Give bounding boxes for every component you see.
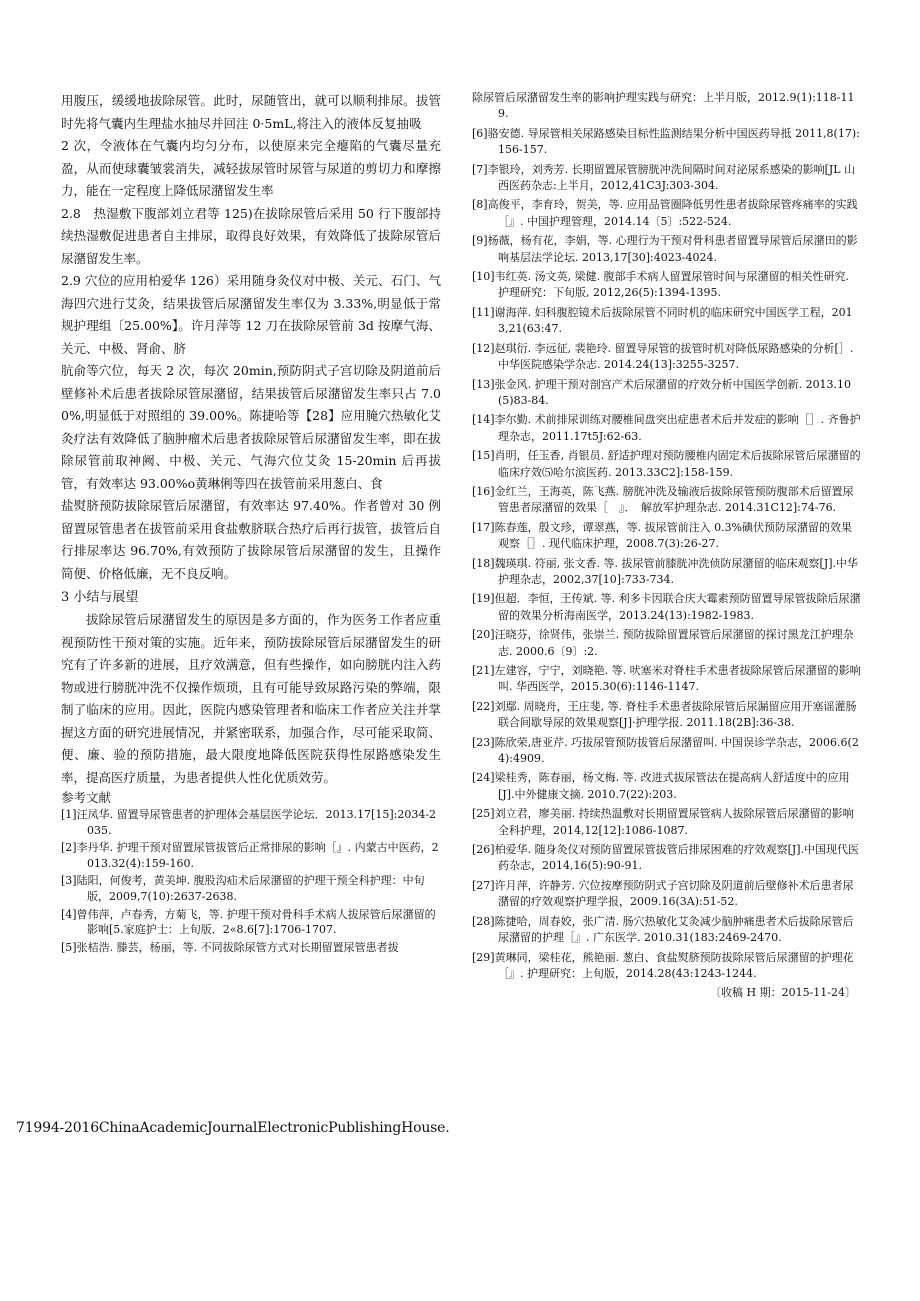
reference-item: [2]李丹华. 护理干预对留置尿管拔管后正常排尿的影响［』. 内蒙古中医药，2013.32(4):159-160. — [61, 841, 439, 870]
reference-item: [29]黄琳同，梁桂花，熊艳丽. 葱白、食盐熨脐预防拔除尿管后尿潴留的护理花［』. 护理研究：上旬版，2014.28(43:1243-1244. — [472, 950, 854, 980]
body-paragraph: 盐熨脐预防拔除尿管后尿潴留，有效率达 97.40%。作者曾对 30 例留置尿管患者在拔管前采用食盐敷脐联合热疗后再行拔管，拔管后自行排尿率达 96.70%,有效预防了拔除尿管后尿潴留的发生，且操作简便、价格低廉，无不良反响。 — [61, 498, 441, 581]
reference-list — [61, 807, 441, 955]
reference-item: [8]高俊平，李育玲，贺美，等. 应用品管圈降低男性患者拔除尿管疼痛率的实践［』. 中国护理管理，2014.14〔5〕:522-524. — [472, 198, 858, 228]
reference-item: [27]许月萍，许静芳. 穴位按摩预防阴式子宫切除及阴道前后壁修补术后患者尿潴留的疗效观察护理学报，2009.16(3A):51-52. — [472, 878, 854, 909]
reference-item: [10]韦红英. 汤文英, 梁健. 腹部手术病人留置尿管时间与尿潴留的相关性研究. 护理研究：下旬版, 2012,26(5):1394-1395. — [472, 270, 850, 300]
references-title: 参考文献 — [61, 790, 112, 805]
right-column — [472, 90, 862, 1001]
reference-list — [472, 90, 862, 982]
body-paragraph: 2.9 穴位的应用柏爱华 126）采用随身灸仪对中极、关元、石门、气海四穴进行艾灸，结果拔管后尿潴留发生率仅为 3.33%,明显低于常规护理组〔25.00%】。许月萍等 12 刀在拔除尿管前 3d 按摩气海、关元、中极、肾俞、脐 — [61, 273, 441, 356]
reference-item: [24]梁桂秀，陈春丽，杨文梅. 等. 改进式拔尿管法在提高病人舒适度中的应用[J].中外健康文摘. 2010.7(22):203. — [472, 771, 850, 801]
reference-item: [11]谢海萍. 妇科腹腔镜术后拔除尿管不同时机的临床研究中国医学工程，2013,21(63:47. — [472, 305, 853, 336]
reference-item: [9]杨薇，杨有花，李娟，等. 心理行为干预对骨科患者留置导尿管后尿潴田的影响基层法学论坛. 2013,17[30]:4023-4024. — [472, 234, 858, 264]
reference-item: [1]汪凤华. 留置导尿管患者的护理体会基层医学论坛．2013.17[15]:2034-2035. — [61, 808, 437, 837]
section-heading: 3 小结与展望 — [61, 590, 139, 605]
reference-item: [22]刘鄢. 周晓舟，王庄斐, 等. 脊柱手术患者拔除尿管后尿漏留应用开塞谣灌肠联合间歇导尿的效果观察[J]·护理学报. 2011.18(2B]:36-38. — [472, 699, 857, 730]
reference-item: [19]但超．李恒，王传斌. 等. 利多卡因联合庆大霉素预防留置导尿管拔除后尿潴留的效果分析海南医学，2013.24(13):1982-1983. — [472, 592, 861, 622]
summary-paragraph: 拔除尿管后尿潴留发生的原因是多方面的，作为医务工作者应重视预防性干预对策的实施。近年来，预防拔除尿管后尿潴留发生的研究有了许多新的进展，且疗效满意，但有些操作，如向膀胱内注入药物或进行膀胱冲洗不仅操作烦琐，且有可能导致尿路污染的弊端，限制了临床的应用。因此，医院内感染管理者和临床工作者应关注并掌握这方面的研究进展情况，并紧密联系，加强合作，尽可能采取简、便、廉、验的预防措施，最大限度地降低医院获得性尿路感染发生率，提高医疗质量，为患者提供人性化优质效劳。 — [61, 612, 441, 785]
body-paragraph: 2 次，令液体在气囊内均匀分布，以使原来完全瘪陷的气囊尽量充盈，从而使球囊皱裳消失，减轻拔尿管时尿管与尿道的剪切力和摩擦力，能在一定程度上降低尿潴留发生率 — [61, 138, 441, 198]
reference-item: [16]金红兰，王海英，陈飞燕. 膀胱冲洗及输液后拔除尿管预防腹部术后留置尿管患者尿潴留的效果［ 』． 解放军护理杂志. 2014.31C12]:74-76. — [472, 484, 854, 515]
reference-item: [4]曾伟萍，卢春秀，方菊飞，等. 护理干预对骨科手术病人拔尿管后尿潴留的影响[5.家庭护士：上旬版．2«8.6[7]:1706-1707. — [61, 907, 436, 937]
reference-item: [23]陈欣荣,唐亚芹. 巧拔尿管预防拔管后尿潴留叫. 中国误诊学杂志，2006.6(24):4909. — [472, 735, 859, 766]
copyright-footer: 71994-2016ChinaAcademicJournalElectronicPublishingHouse. — [16, 1120, 450, 1136]
reference-item: [20]汪晓芬，徐贤伟，张崇兰. 预防拔除留置尿管后尿潴留的探讨黑龙江护理杂志. 2000.6〔9〕:2. — [472, 628, 854, 658]
reference-item: [21]左建容，宁宁，刘晓艳. 等. 吠塞米对脊柱手术患者拔除尿管后尿潴留的影响叫. 华西医学，2015.30(6):1146-1147. — [472, 664, 861, 694]
body-paragraph: 肮俞等穴位，每天 2 次，每次 20min,预防阴式子宫切除及阴道前后壁修补术后患者拔除尿管尿潴留，结果拔管后尿潴留发生率只占 7.00%,明显低于对照组的 39.00%。陈捷哈等【28】应用腌穴热敏化艾灸疗法有效降低了脑肿瘤术后患者拔除尿管后尿潴留发生率，即在拔除尿管前取神阙、中极、关元、气海穴位艾灸 15-20min 后再拔管，有效率达 93.00%o黄琳俐等四在拔管前采用葱白、食 — [61, 363, 441, 491]
reference-item: [14]李尔勤. 术前排尿训练对腰椎间盘突出症患者术后并发症的影响［］. 齐鲁护理杂志，2011.17t5J:62-63. — [472, 413, 861, 443]
reference-item: 除尿管后尿潴留发生率的影响护理实践与研究：上半月版，2012.9(1):118-119. — [472, 91, 855, 121]
reference-item: [13]张金风. 护理干预对剖宫产术后尿潴留的疗效分析中国医学创新. 2013.10(5)83-84. — [472, 377, 852, 407]
reference-item: [17]陈春莲，殷文珍，谭翠燕，等. 拔尿管前注入 0.3%碘伏预防尿潴留的效果观察［］. 现代临床护理，2008.7(3):26-27. — [472, 520, 853, 551]
received-date: 〔收稿 H 期：2015-11-24〕 — [709, 986, 856, 1000]
reference-item: [26]柏爱华. 随身灸仪对预防留置尿管拔管后排尿困难的疗效观察[J].中国现代医药杂志，2014,16(5):90-91. — [472, 843, 860, 873]
left-column — [61, 90, 441, 957]
reference-item: [18]魏瑛琪. 符丽, 张文香. 等. 拔尿管前膝胱冲洗侦防尿潴留的临床观察[J].中华护理杂志，2002,37[10]:733-734. — [472, 556, 859, 586]
reference-item: [12]赵琪衍. 李远征, 裴艳玲. 留置导尿管的拔管时机对降低尿路感染的分析[］. 中华医院感染学杂志. 2014.24(13]:3255-3257. — [472, 341, 854, 372]
reference-item: [3]陆阳，何俊考，黄美坤. 腹股沟疝术后尿潴留的护理干预全科护理：中旬版，2009,7(10):2637-2638. — [61, 874, 425, 903]
body-paragraph: 2.8 热湿敷下腹部刘立君等 125)在拔除尿管后采用 50 行下腹部持续热湿敷促进患者自主排尿，取得良好效果，有效降低了拔除尿管后尿潴留发生率。 — [61, 205, 441, 266]
reference-item: [15]肖明，任玉香, 肖银员. 舒适护理对预防腰椎内固定术后拔除尿管后尿潴留的临床疗效⑸哈尔滨医药. 2013.33C2]:158-159. — [472, 449, 861, 479]
reference-item: [28]陈捷哈，周春姣，张广清. 肠穴热敏化艾灸减少脑肿痛患者术后拔除尿管后尿潴留的护理［』. 广东医学. 2010.31(183:2469-2470. — [472, 914, 854, 945]
reference-item: [25]刘立君，廖美丽. 持续热温敷对长期留置尿管病人拔除尿管后尿潴留的影响全科护理，2014,12[12]:1086-1087. — [472, 807, 854, 837]
reference-item: [7]李银玲，刘秀芳. 长期留置尿管膀胱冲洗间隔时间对泌尿系感染的影响[JL 山西医药杂志:上半月，2012,41C3J:303-304. — [472, 162, 856, 193]
reference-item: [6]骆安德. 导尿管相关尿路感染目标性监测结果分析中国医药导抵 2011,8(17):156-157. — [472, 126, 860, 157]
reference-item: [5]张桔浩. 滕芸，杨丽，等. 不同拔除尿管方式对长期留置尿管患者拔 — [61, 940, 399, 954]
body-paragraph: 用腹压，缓缓地拔除尿管。此时，尿随管出，就可以顺利排尿。拔管时先将气囊内生理盐水抽尽并回注 0·5mL,将注入的液体反复抽吸 — [61, 93, 441, 131]
